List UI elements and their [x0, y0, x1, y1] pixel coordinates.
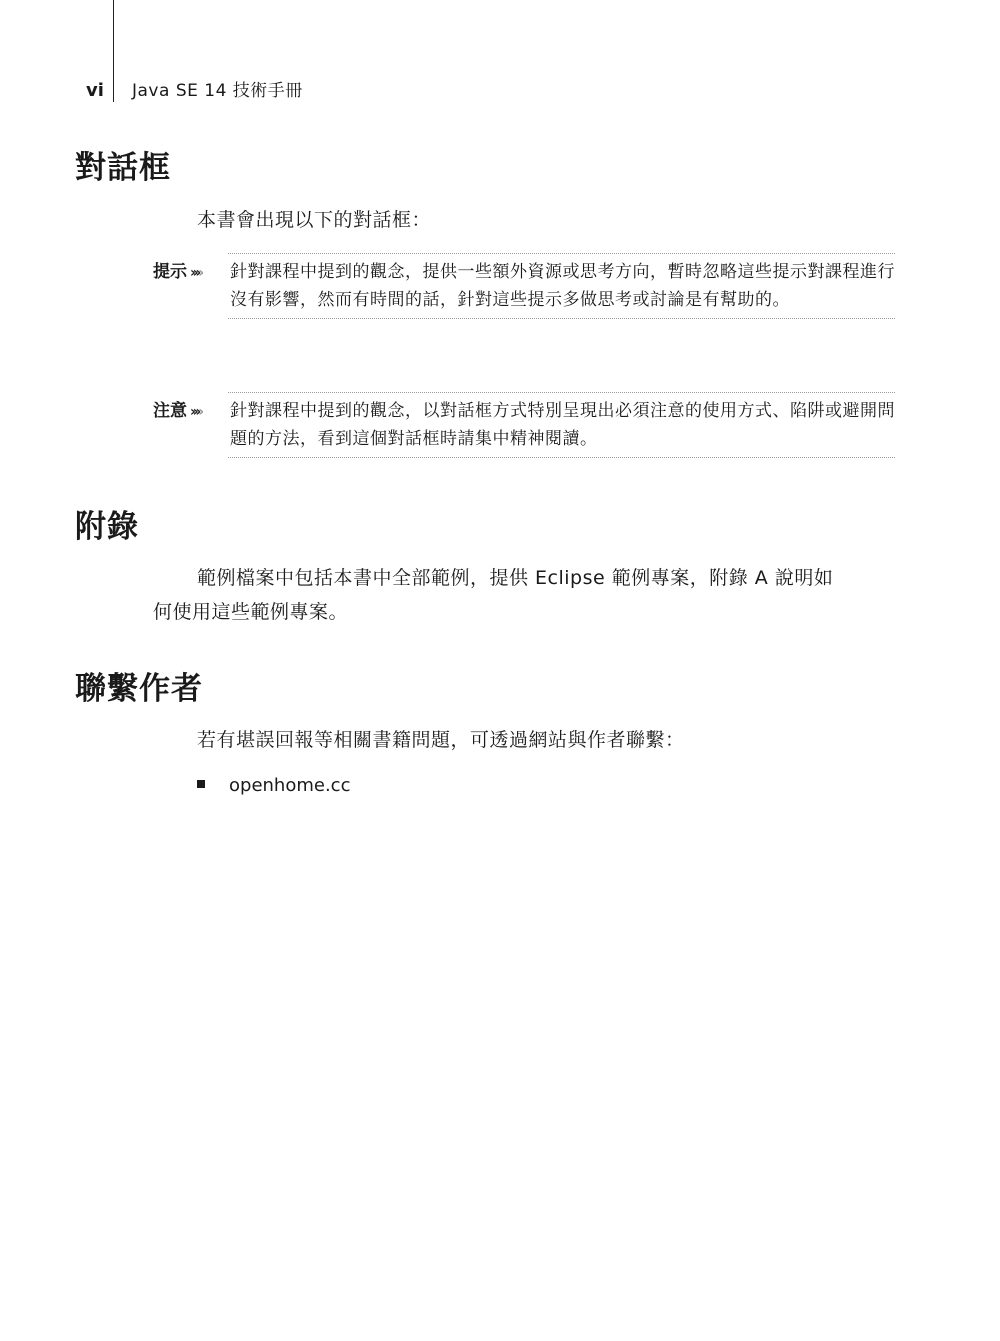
contact-section-heading: 聯繫作者 — [75, 671, 203, 707]
caution-text: 針對課程中提到的觀念，以對話框方式特別呈現出必須注意的使用方式、陷阱或避開問題的方法，看到這個對話框時請集中精神閱讀。 — [228, 392, 895, 458]
tip-text: 針對課程中提到的觀念，提供一些額外資源或思考方向，暫時忽略這些提示對課程進行沒有影響，然而有時間的話，針對這些提示多做思考或討論是有幫助的。 — [228, 253, 895, 319]
appendix-paragraph-line-1: 範例檔案中包括本書中全部範例，提供 Eclipse 範例專案，附錄 A 說明如 — [197, 567, 834, 589]
triple-chevron-icon: ›››› — [190, 404, 202, 420]
appendix-paragraph-line-2: 何使用這些範例專案。 — [153, 601, 349, 623]
book-title: Java SE 14 技術手冊 — [132, 81, 303, 101]
dialog-section-intro: 本書會出現以下的對話框： — [197, 209, 432, 231]
triple-chevron-icon: ›››› — [190, 265, 202, 281]
header-rule — [113, 0, 114, 102]
tip-box — [153, 253, 895, 349]
caution-box — [153, 392, 895, 458]
appendix-section-heading: 附錄 — [75, 509, 139, 545]
contact-section-intro: 若有堪誤回報等相關書籍問題，可透過網站與作者聯繫： — [197, 729, 685, 751]
list-item — [197, 773, 350, 799]
tip-label: 提示 — [153, 262, 187, 282]
dialog-section-heading: 對話框 — [75, 150, 171, 186]
website-link[interactable]: openhome.cc — [229, 775, 351, 796]
caution-label: 注意 — [153, 401, 187, 421]
tip-label-group — [153, 258, 201, 287]
page-number: vi — [86, 80, 104, 101]
bullet-square-icon — [197, 780, 205, 788]
caution-label-group — [153, 397, 201, 426]
